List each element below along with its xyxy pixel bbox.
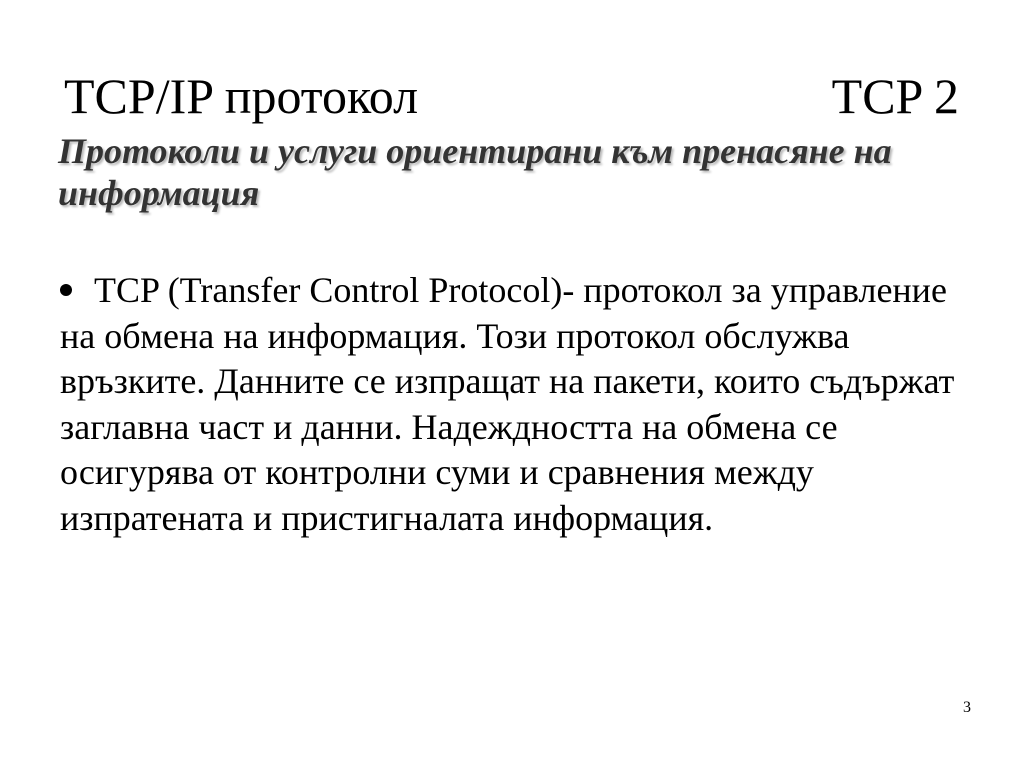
- slide-subtitle: Протоколи и услуги ориентирани към пренасяне на информация: [58, 131, 892, 213]
- slide-title-right: TCP 2: [831, 68, 959, 124]
- page-number: 3: [963, 699, 971, 716]
- bullet-icon: [60, 284, 72, 296]
- slide-title: TCP/IP протокол: [64, 68, 419, 124]
- bullet-item: [60, 268, 970, 541]
- bullet-text: TCP (Transfer Control Protocol)- протокол за управление на обмена на информация. Този протокол обслужва връзките. Данните се изпращат на пакети, които съдържат заглавна част и данни. Надеждността на обмена се осигурява от контролни суми и сравнения между изпратената и пристигналата информация.: [60, 270, 955, 538]
